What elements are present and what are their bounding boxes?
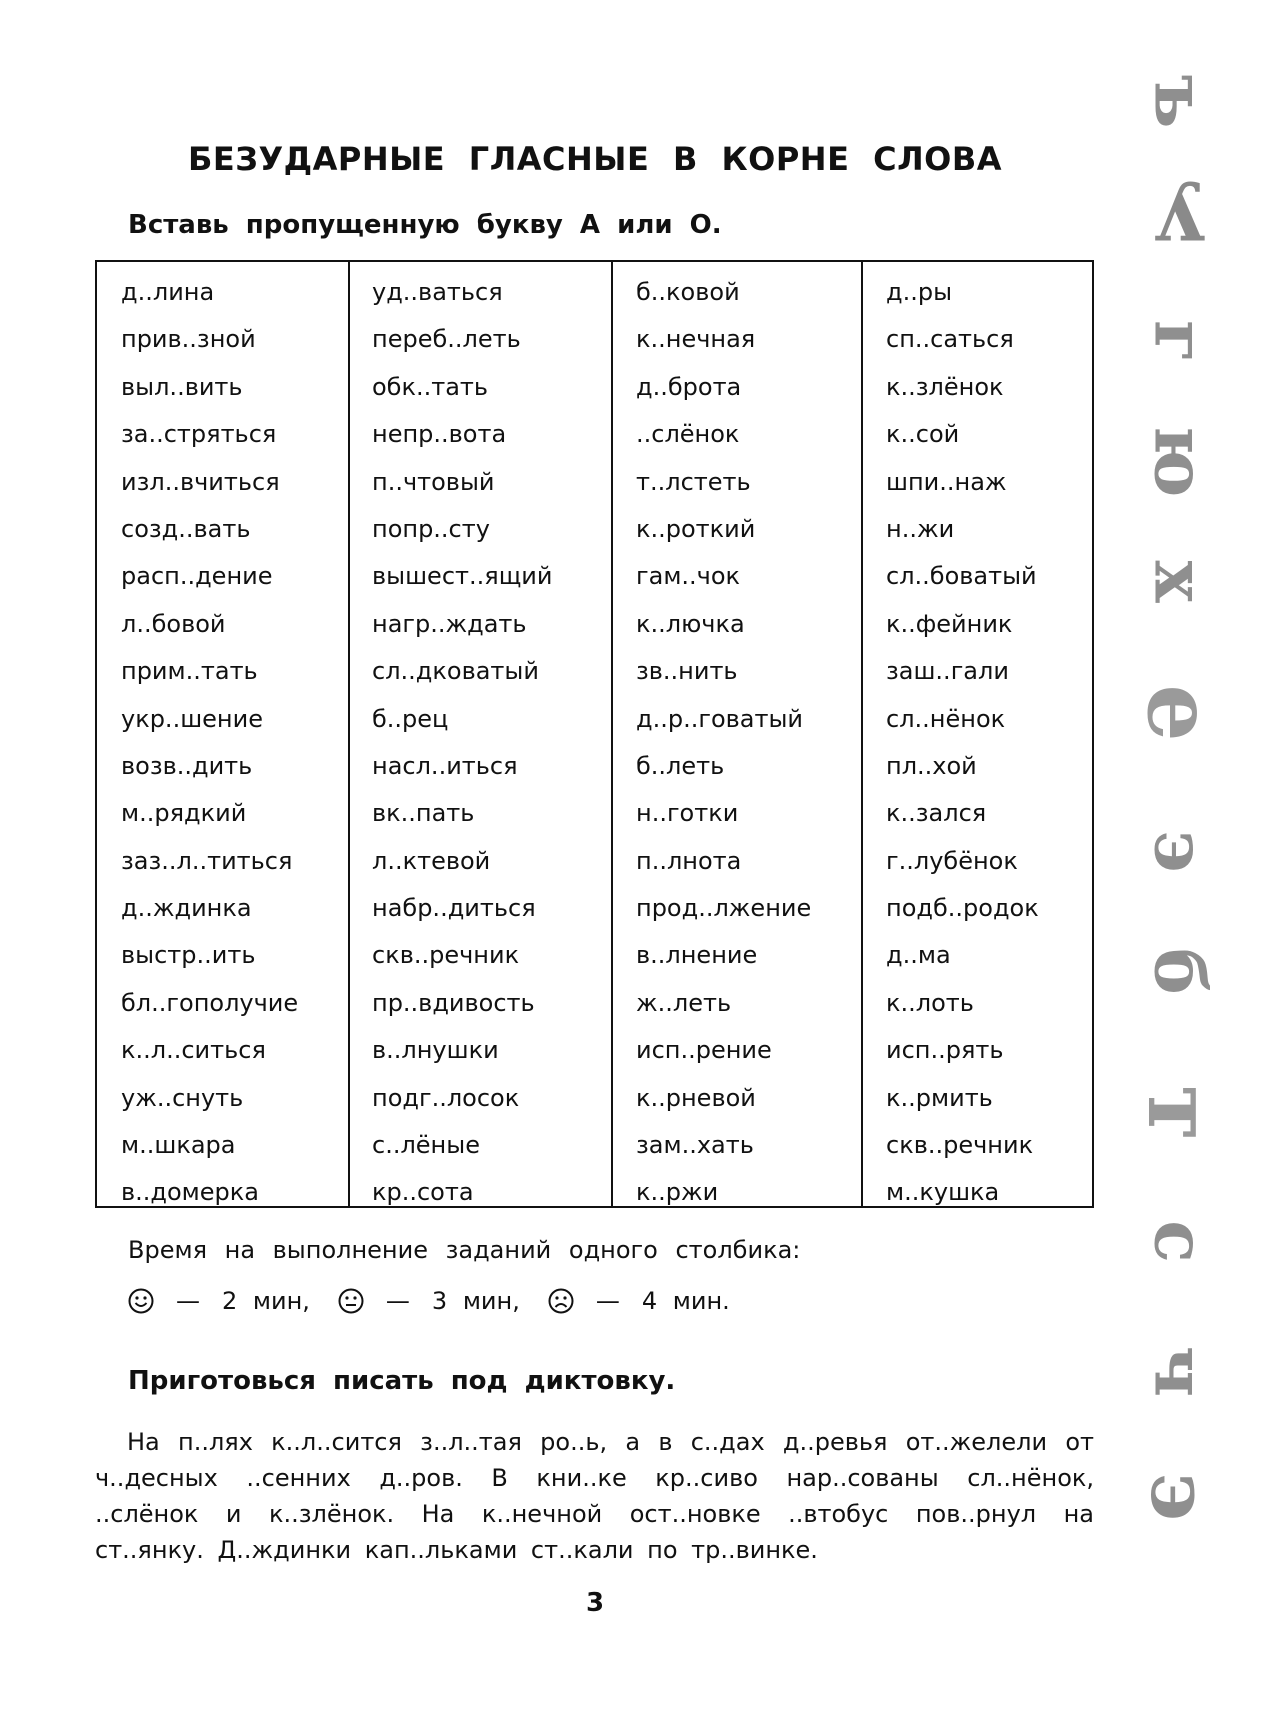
word-cell: насл..иться bbox=[372, 751, 518, 780]
word-cell: уд..ваться bbox=[372, 278, 503, 306]
side-letter: т bbox=[1127, 1085, 1233, 1141]
word-cell: с..лёные bbox=[372, 1131, 480, 1160]
word-table bbox=[95, 260, 1094, 1208]
word-cell: ж..леть bbox=[636, 988, 732, 1017]
neutral-face-icon bbox=[338, 1288, 364, 1314]
word-cell: в..домерка bbox=[121, 1178, 259, 1207]
word-cell: д..ма bbox=[886, 941, 951, 970]
word-cell: гам..чок bbox=[636, 562, 741, 591]
word-cell: д..р..говатый bbox=[636, 704, 804, 733]
time-dash-1: — bbox=[176, 1287, 200, 1315]
time-row bbox=[128, 1287, 758, 1315]
word-cell: исп..рение bbox=[636, 1036, 772, 1065]
word-cell: к..фейник bbox=[886, 609, 1013, 638]
word-cell: к..рмить bbox=[886, 1083, 993, 1112]
word-cell: г..лубёнок bbox=[886, 846, 1018, 875]
word-column-1 bbox=[97, 262, 350, 1206]
word-cell: выстр..ить bbox=[121, 941, 256, 970]
side-letter: ч bbox=[1138, 1345, 1222, 1398]
word-cell: к..лючка bbox=[636, 609, 745, 638]
word-cell: прив..зной bbox=[121, 325, 256, 354]
word-cell: за..стряться bbox=[121, 420, 277, 449]
word-cell: сл..дковатый bbox=[372, 657, 539, 686]
word-cell: н..жи bbox=[886, 514, 955, 543]
word-cell: созд..вать bbox=[121, 514, 251, 543]
word-cell: л..бовой bbox=[121, 609, 226, 638]
word-cell: возв..дить bbox=[121, 751, 253, 780]
word-cell: л..ктевой bbox=[372, 846, 491, 875]
word-cell: вк..пать bbox=[372, 799, 475, 828]
word-cell: подг..лосок bbox=[372, 1083, 520, 1112]
dictation-text: На п..лях к..л..сится з..л..тая ро..ь, а в с..дах д..ревья от..желели от ч..десных ..сенних д..ров. В кни..ке кр..сиво нар..сованы сл..нёнок, ..слёнок и к..злёнок. На к..нечной ост..новке ..втобус пов..рнул на ст..янку. Д..ждинки кап..льками ст..кали по тр..винке. bbox=[95, 1428, 1094, 1564]
word-cell: вышест..ящий bbox=[372, 562, 553, 591]
side-letter: с bbox=[1138, 1220, 1222, 1263]
page-number: 3 bbox=[585, 1588, 605, 1618]
word-cell: сп..саться bbox=[886, 325, 1014, 354]
word-cell: т..лстеть bbox=[636, 467, 751, 496]
page-title: БЕЗУДАРНЫЕ ГЛАСНЫЕ В КОРНЕ СЛОВА bbox=[187, 140, 1002, 178]
word-cell: п..чтовый bbox=[372, 467, 495, 496]
word-cell: к..нечная bbox=[636, 325, 756, 354]
word-cell: исп..рять bbox=[886, 1036, 1004, 1065]
word-cell: к..злёнок bbox=[886, 372, 1004, 401]
word-column-3 bbox=[613, 262, 863, 1206]
word-cell: пл..хой bbox=[886, 751, 977, 780]
decorative-alphabet-strip bbox=[1120, 60, 1240, 1680]
word-cell: к..лоть bbox=[886, 988, 974, 1017]
word-cell: в..лнушки bbox=[372, 1036, 499, 1065]
smiling-face-icon bbox=[128, 1288, 154, 1314]
word-cell: м..шкара bbox=[121, 1131, 236, 1160]
word-column-4 bbox=[863, 262, 1092, 1206]
word-cell: кр..сота bbox=[372, 1178, 474, 1207]
word-cell: переб..леть bbox=[372, 325, 521, 354]
side-letter: ю bbox=[1138, 425, 1222, 498]
dictation-title: Приготовься писать под диктовку. bbox=[128, 1366, 676, 1396]
word-cell: н..готки bbox=[636, 799, 739, 828]
word-cell: прод..лжение bbox=[636, 894, 812, 923]
word-cell: п..лнота bbox=[636, 846, 742, 875]
side-letter: ъ bbox=[1138, 74, 1222, 129]
word-cell: б..ковой bbox=[636, 278, 740, 306]
word-cell: зам..хать bbox=[636, 1131, 754, 1160]
word-cell: б..рец bbox=[372, 704, 449, 733]
word-cell: скв..речник bbox=[886, 1131, 1034, 1160]
word-cell: укр..шение bbox=[121, 704, 263, 733]
word-cell: нагр..ждать bbox=[372, 609, 527, 638]
exercise-instruction: Вставь пропущенную букву А или О. bbox=[128, 210, 722, 240]
time-dash-2: — bbox=[385, 1287, 410, 1315]
word-cell: к..роткий bbox=[636, 514, 756, 543]
word-cell: уж..снуть bbox=[121, 1083, 244, 1112]
word-cell: д..лина bbox=[121, 278, 215, 306]
side-letter: б bbox=[1138, 948, 1222, 995]
side-letter: у bbox=[1154, 180, 1206, 274]
word-cell: выл..вить bbox=[121, 372, 243, 401]
word-cell: сл..боватый bbox=[886, 562, 1037, 591]
side-letter: г bbox=[1138, 320, 1222, 363]
word-cell: заш..гали bbox=[886, 657, 1009, 686]
time-value-1: 2 мин, bbox=[222, 1287, 310, 1315]
word-cell: скв..речник bbox=[372, 941, 520, 970]
time-value-3: 4 мин. bbox=[641, 1287, 730, 1315]
word-cell: в..лнение bbox=[636, 941, 758, 970]
word-cell: м..кушка bbox=[886, 1178, 1000, 1207]
word-cell: сл..нёнок bbox=[886, 704, 1006, 733]
word-cell: к..зался bbox=[886, 799, 987, 828]
word-cell: обк..тать bbox=[372, 372, 489, 401]
time-dash-3: — bbox=[595, 1287, 620, 1315]
word-cell: расп..дение bbox=[121, 562, 273, 591]
time-label: Время на выполнение заданий одного столбика: bbox=[128, 1236, 801, 1264]
word-cell: зв..нить bbox=[636, 657, 738, 686]
word-cell: д..ры bbox=[886, 278, 953, 306]
word-cell: пр..вдивость bbox=[372, 988, 535, 1017]
word-cell: к..сой bbox=[886, 420, 960, 449]
side-letter: э bbox=[1138, 830, 1222, 873]
word-cell: заз..л..титься bbox=[121, 846, 293, 875]
word-cell: бл..гополучие bbox=[121, 988, 299, 1017]
word-cell: к..рневой bbox=[636, 1083, 756, 1112]
word-cell: к..л..ситься bbox=[121, 1036, 266, 1065]
word-cell: ..слёнок bbox=[636, 420, 740, 449]
word-cell: изл..вчиться bbox=[121, 467, 280, 496]
word-cell: подб..родок bbox=[886, 894, 1039, 923]
side-letter: х bbox=[1138, 560, 1222, 603]
word-cell: б..леть bbox=[636, 751, 725, 780]
word-column-2 bbox=[350, 262, 613, 1206]
side-letter: э bbox=[1133, 1472, 1227, 1522]
word-cell: к..ржи bbox=[636, 1178, 719, 1207]
word-cell: д..брота bbox=[636, 372, 742, 401]
word-cell: прим..тать bbox=[121, 657, 258, 686]
time-value-2: 3 мин, bbox=[431, 1287, 520, 1315]
side-letter: е bbox=[1127, 684, 1233, 742]
word-cell: попр..сту bbox=[372, 514, 490, 543]
word-cell: непр..вота bbox=[372, 420, 507, 449]
word-cell: набр..диться bbox=[372, 894, 536, 923]
sad-face-icon bbox=[548, 1288, 574, 1314]
word-cell: шпи..наж bbox=[886, 467, 1007, 496]
word-cell: м..рядкий bbox=[121, 799, 247, 828]
word-cell: д..ждинка bbox=[121, 894, 252, 923]
